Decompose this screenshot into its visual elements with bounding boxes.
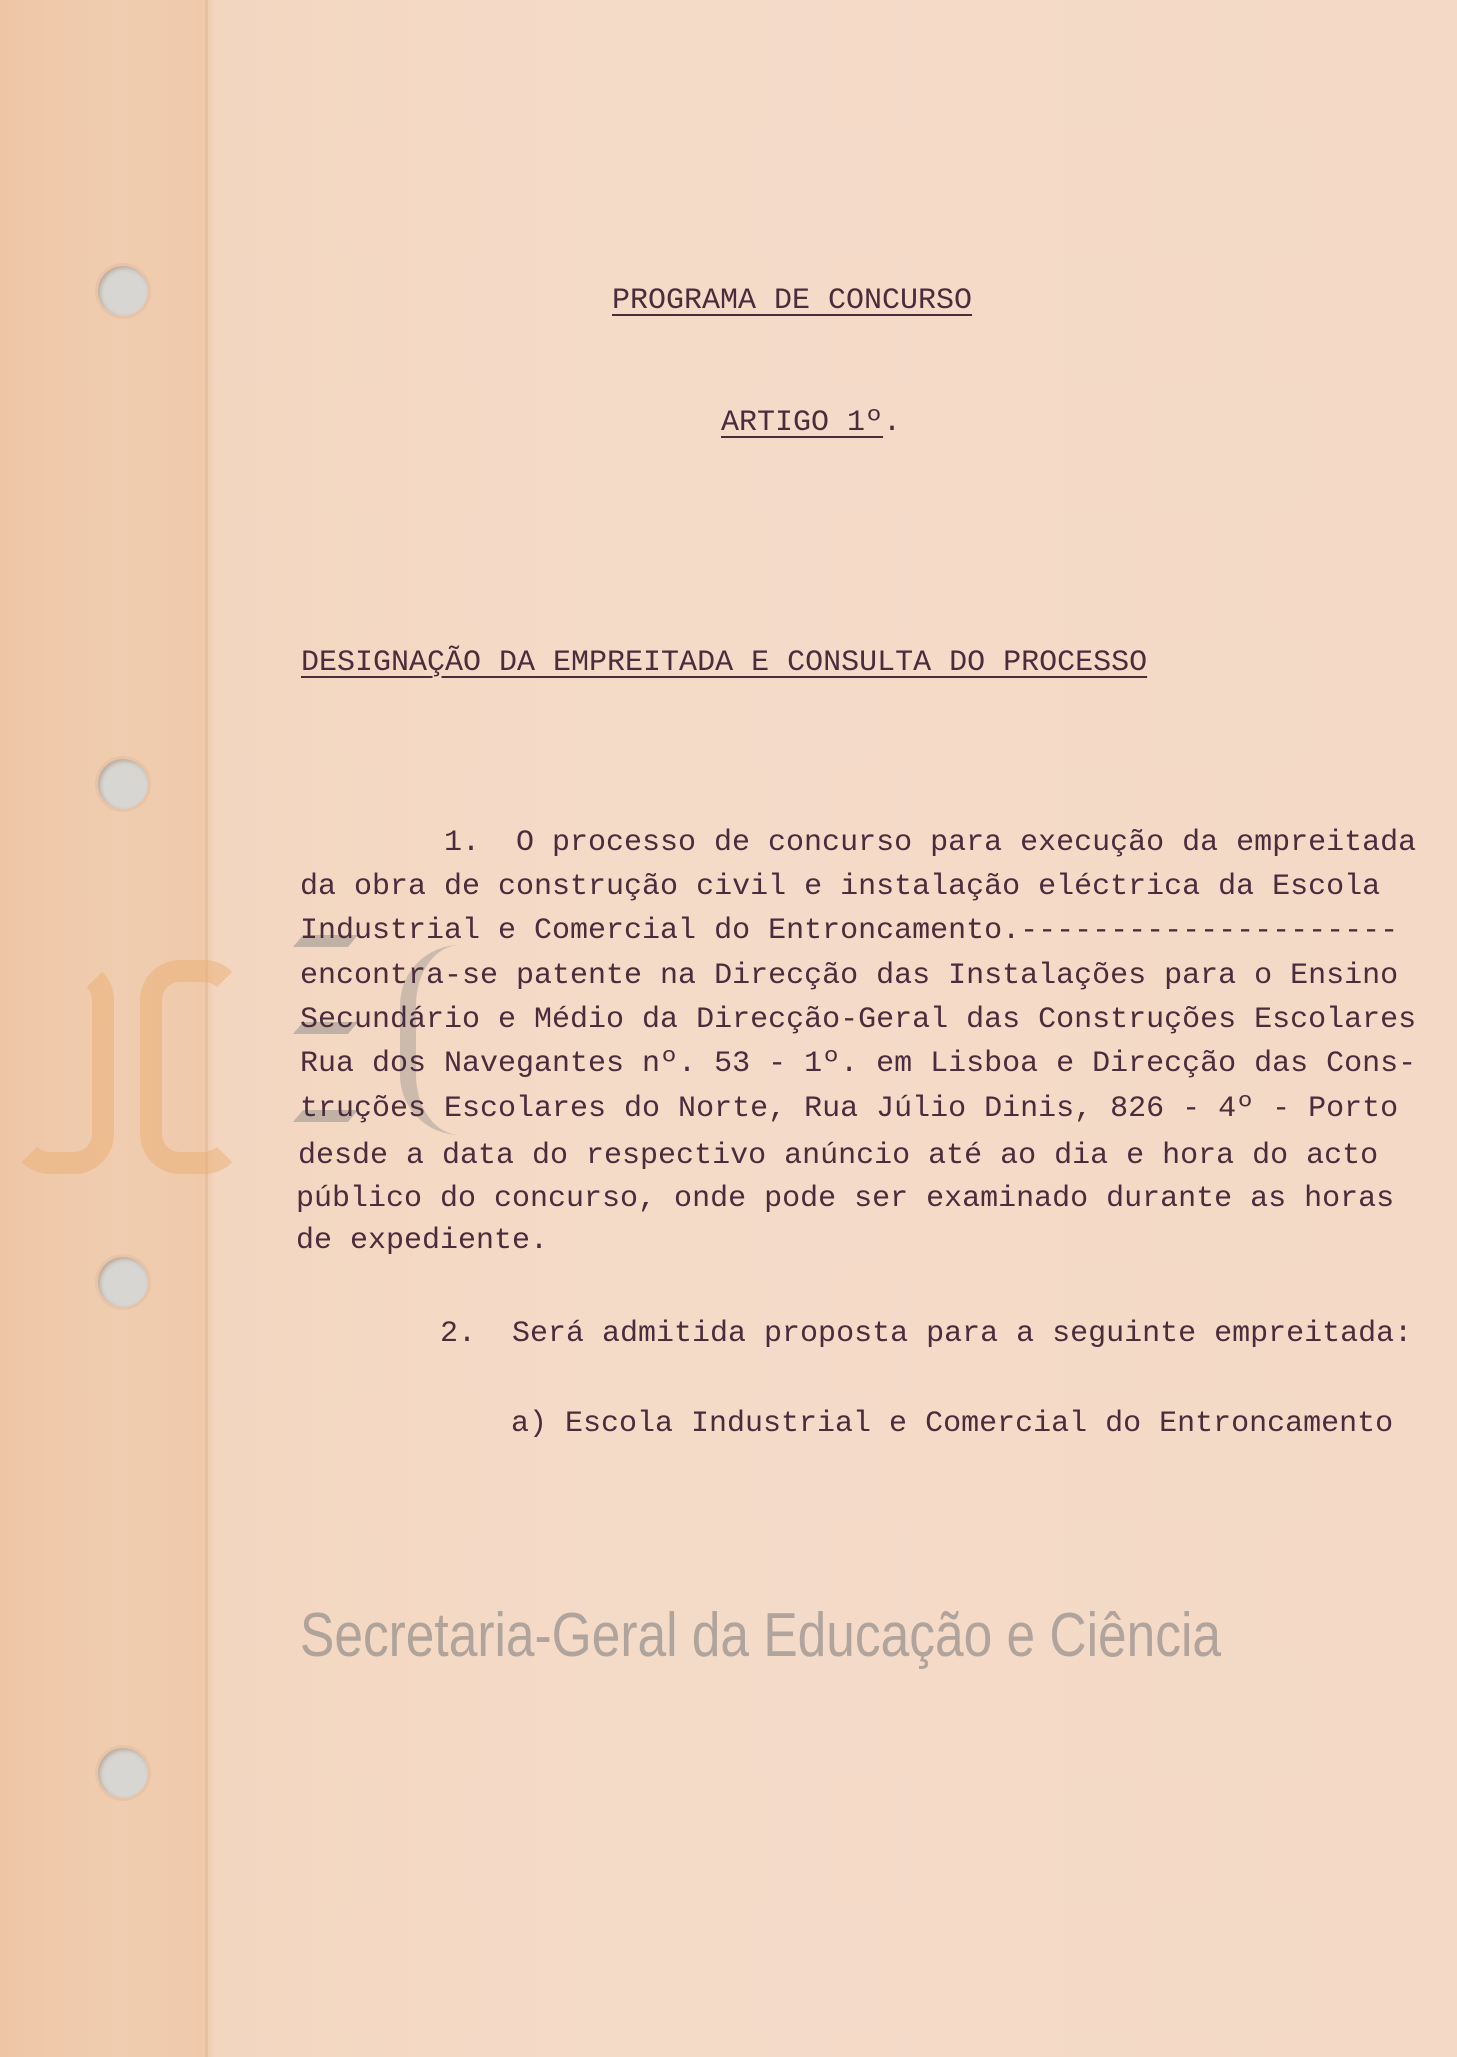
paragraph-1-line: da obra de construção civil e instalação eléctrica da Escola (300, 870, 1381, 904)
paragraph-1-line: truções Escolares do Norte, Rua Júlio Dinis, 826 - 4º - Porto (300, 1092, 1399, 1126)
document-title: PROGRAMA DE CONCURSO (612, 284, 973, 318)
article-label: ARTIGO 1º (721, 406, 884, 440)
paragraph-1-line: desde a data do respectivo anúncio até ao dia e hora do acto (298, 1139, 1379, 1173)
paragraph-1-line: de expediente. (296, 1224, 549, 1258)
article-heading (721, 406, 901, 440)
list-item-a: a) Escola Industrial e Comercial do Entroncamento (511, 1407, 1394, 1441)
watermark-logo-left (10, 960, 114, 1174)
paragraph-2: 2. Será admitida proposta para a seguinte empreitada: (440, 1317, 1413, 1351)
paragraph-1-line: Rua dos Navegantes nº. 53 - 1º. em Lisboa e Direcção das Cons- (300, 1047, 1417, 1081)
watermark-text: Secretaria-Geral da Educação e Ciência (300, 1601, 1222, 1670)
paragraph-1-line: público do concurso, onde pode ser examinado durante as horas (296, 1182, 1395, 1216)
article-suffix: . (883, 406, 902, 440)
punch-hole (98, 266, 148, 316)
paragraph-1-line: Industrial e Comercial do Entroncamento.--------------------- (300, 914, 1399, 948)
watermark-logo-right (140, 960, 244, 1174)
punch-hole (98, 1748, 148, 1798)
punch-hole (98, 1257, 148, 1307)
paragraph-1-line: encontra-se patente na Direcção das Instalações para o Ensino (300, 959, 1399, 993)
paragraph-1-line: 1. O processo de concurso para execução da empreitada (444, 826, 1417, 860)
section-heading: DESIGNAÇÃO DA EMPREITADA E CONSULTA DO PROCESSO (301, 646, 1148, 680)
punch-hole (98, 759, 148, 809)
paragraph-1-line: Secundário e Médio da Direcção-Geral das Construções Escolares (300, 1003, 1417, 1037)
